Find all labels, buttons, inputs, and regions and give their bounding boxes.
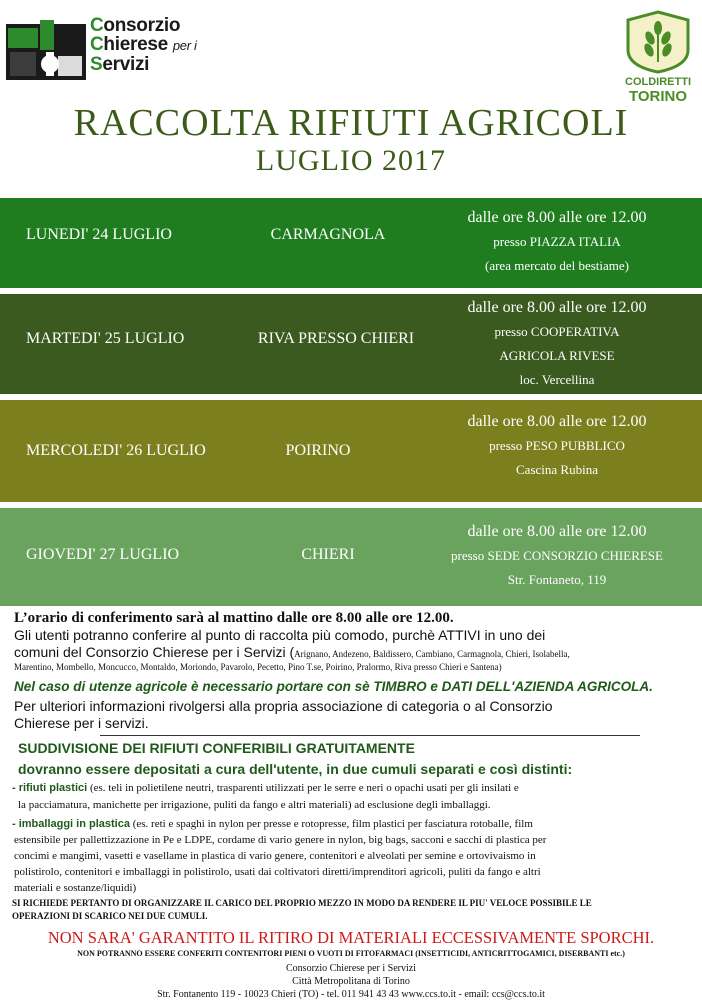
ccs-logo [6, 16, 246, 86]
footer-org: Consorzio Chierese per i Servizi [286, 963, 416, 974]
page-title: RACCOLTA RIFIUTI AGRICOLI [73, 102, 629, 144]
divider [100, 735, 640, 736]
ccs-logo-text: C [90, 15, 104, 36]
coldiretti-logo [622, 10, 694, 106]
imballaggi-label: - imballaggi in plastica [12, 818, 130, 830]
schedule-row [0, 508, 702, 606]
plastici-label: - rifiuti plastici [12, 782, 88, 794]
schedule-place: presso PIAZZA ITALIA [493, 234, 621, 249]
ccs-buildings-icon [6, 16, 86, 80]
schedule-hours: dalle ore 8.00 alle ore 12.00 [467, 523, 647, 540]
imballaggi-text [12, 818, 694, 830]
schedule-town: RIVA PRESSO CHIERI [257, 330, 415, 347]
schedule-hours: dalle ore 8.00 alle ore 12.00 [467, 209, 647, 226]
organizzare-notice: SI RICHIEDE PERTANTO DI ORGANIZZARE IL CARICO DEL PROPRIO MEZZO IN MODO DA RENDERE IL PIU' VELOCE POSSIBILE LE [12, 898, 592, 908]
imballaggi-desc: polistirolo, contenitori e imballaggi in polistirolo, usati dai coltivatori diretti/imprenditori agricoli, puliti da fango e altri [14, 866, 541, 878]
footer-contacts: Str. Fontanento 119 - 10023 Chieri (TO) - tel. 011 941 43 43 www.ccs.to.it - email: ccs@ccs.to.it [157, 989, 545, 1000]
schedule-note: Str. Fontaneto, 119 [507, 572, 607, 587]
ccs-logo-text: ervizi [102, 54, 150, 75]
schedule-place: presso SEDE CONSORZIO CHIERESE [451, 548, 663, 563]
utenti-text: Gli utenti potranno conferire al punto di raccolta più comodo, purchè ATTIVI in uno dei [14, 627, 546, 643]
schedule-place: presso COOPERATIVA [494, 324, 620, 339]
utenti-text-a: comuni del Consorzio Chierese per i Servizi ( [14, 644, 295, 660]
schedule-note: (area mercato del bestiame) [485, 258, 629, 273]
imballaggi-desc: estensibile per pallettizzazione in Pe e LDPE, cordame di vario genere in nylon, big bags, sacconi e sacchi di plastica per [14, 834, 547, 846]
timbro-notice: Nel caso di utenze agricole è necessario portare con sè TIMBRO e DATI DELL'AZIENDA AGRICOLA. [14, 679, 653, 694]
schedule-day: LUNEDI' 24 LUGLIO [26, 226, 172, 243]
schedule-row [0, 198, 702, 288]
page-subtitle: LUGLIO 2017 [255, 144, 447, 177]
schedule-place: AGRICOLA RIVESE [499, 348, 615, 363]
suddivisione-subheading: dovranno essere depositati a cura dell'utente, in due cumuli separati e così distinti: [18, 761, 573, 777]
ccs-logo-text: hierese [103, 34, 168, 55]
imballaggi-desc: concimi e mangimi, vasetti e vasellame in plastica di vario genere, contenitori e alveolati per semine e ortovivaismo in [14, 850, 536, 862]
schedule-note: Cascina Rubina [516, 462, 598, 477]
schedule-row [0, 294, 702, 394]
wheat-shield-icon [622, 10, 694, 74]
schedule-day: MERCOLEDI' 26 LUGLIO [26, 442, 206, 459]
comuni-list: Arignano, Andezeno, Baldissero, Cambiano, Carmagnola, Chieri, Isolabella, [294, 649, 570, 659]
schedule-place: presso PESO PUBBLICO [489, 438, 625, 453]
schedule-hours: dalle ore 8.00 alle ore 12.00 [467, 299, 647, 316]
ulteriori-text: Per ulteriori informazioni rivolgersi alla propria associazione di categoria o al Consorzio [14, 698, 553, 714]
suddivisione-heading: SUDDIVISIONE DEI RIFIUTI CONFERIBILI GRATUITAMENTE [18, 740, 415, 756]
ccs-logo-text: C [90, 34, 104, 55]
ccs-logo-text: S [90, 54, 103, 75]
ccs-logo-text: onsorzio [103, 15, 181, 36]
utenti-text [14, 644, 696, 660]
imballaggi-desc: (es. reti e spaghi in nylon per presse e rotopresse, film plastici per fasciatura rotoballe, film [132, 818, 533, 830]
schedule-note: loc. Vercellina [519, 372, 595, 387]
schedule-row [0, 400, 702, 502]
schedule-day: GIOVEDI' 27 LUGLIO [26, 546, 180, 563]
warning-notice: NON SARA' GARANTITO IL RITIRO DI MATERIALI ECCESSIVAMENTE SPORCHI. [47, 928, 655, 947]
schedule-hours: dalle ore 8.00 alle ore 12.00 [467, 413, 647, 430]
coldiretti-logo-text: COLDIRETTI [625, 76, 691, 88]
plastici-desc: (es. teli in polietilene neutri, trasparenti utilizzati per le serre e neri o opachi usati per gli insilati e [89, 782, 519, 794]
footer-city: Città Metropolitana di Torino [292, 976, 410, 987]
schedule-day: MARTEDI' 25 LUGLIO [26, 330, 185, 347]
imballaggi-desc: materiali e sostanze/liquidi) [14, 882, 137, 894]
coldiretti-logo-text: TORINO [628, 88, 688, 105]
schedule-town: POIRINO [285, 442, 351, 459]
plastici-desc: la pacciamatura, manichette per irrigazione, puliti da fango e altri materiali) ad esclusione degli imballaggi. [18, 799, 491, 811]
comuni-list: Marentino, Mombello, Moncucco, Montaldo, Moriondo, Pavarolo, Pecetto, Pino T.se, Poirino, Pralormo, Riva presso Chieri e Santena) [14, 662, 502, 672]
schedule-town: CHIERI [301, 546, 355, 563]
ulteriori-text: Chierese per i servizi. [14, 715, 149, 731]
fitofarmaci-notice: NON POTRANNO ESSERE CONFERITI CONTENITORI PIENI O VUOTI DI FITOFARMACI (INSETTICIDI, ANTICRITTOGAMICI, DISERBANTI etc.) [77, 949, 625, 958]
orario-text: L’orario di conferimento sarà al mattino dalle ore 8.00 alle ore 12.00. [14, 610, 454, 626]
plastici-text [12, 782, 694, 794]
schedule-town: CARMAGNOLA [270, 226, 386, 243]
organizzare-notice: OPERAZIONI DI SCARICO NEI DUE CUMULI. [12, 911, 208, 921]
ccs-logo-text: per i [172, 38, 197, 53]
